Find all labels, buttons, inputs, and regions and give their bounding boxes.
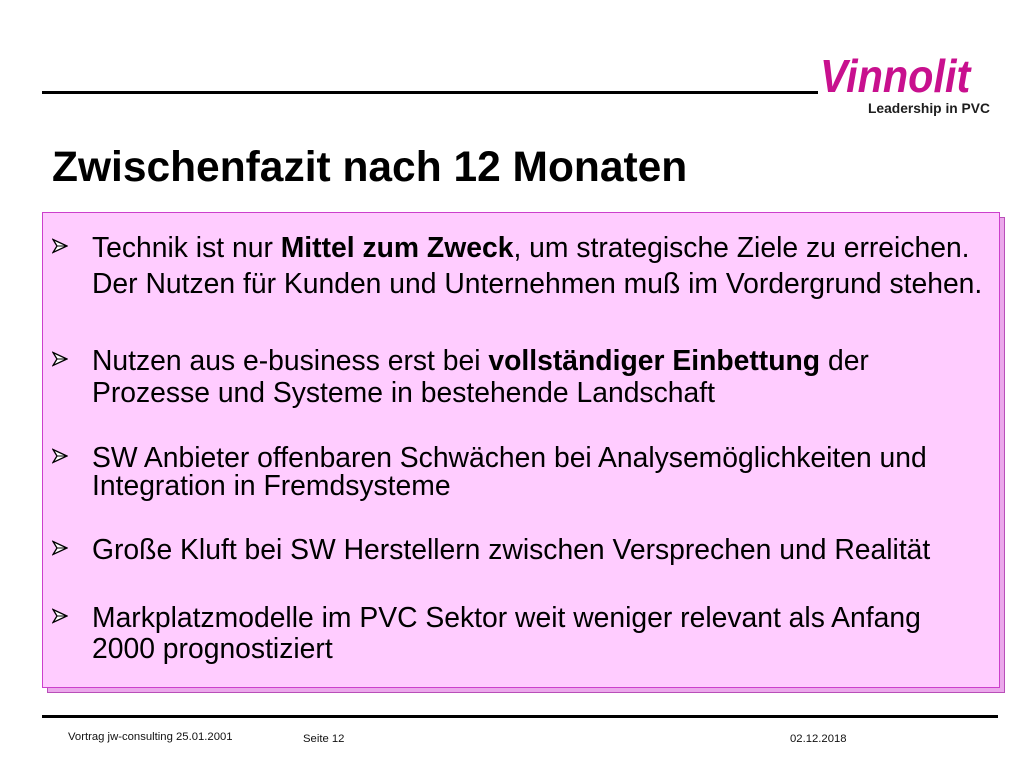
bullet-text-segment: , um strategische Ziele zu erreichen. [513,231,970,263]
arrowhead-bullet-icon [52,608,68,624]
header-divider [42,91,818,94]
bullet-line: SW Anbieter offenbaren Schwächen bei Analysemöglichkeiten und [92,441,927,473]
footer-divider [42,715,998,718]
bullet-line: Der Nutzen für Kunden und Unternehmen muß im Vordergrund stehen. [92,267,983,299]
logo-tagline: Leadership in PVC [868,101,990,116]
arrowhead-bullet-icon [52,448,68,464]
bullet-text [92,344,1002,408]
bullet-item-4 [52,533,1002,565]
bullet-text [92,533,1002,565]
bullet-line [92,344,1002,376]
bullet-text-segment: der [820,344,869,376]
bullet-emphasis: vollständiger Einbettung [488,344,821,376]
bullet-item-1 [52,229,1002,301]
footer-date: 02.12.2018 [790,733,847,745]
bullet-text [92,443,1002,499]
arrowhead-bullet-icon [52,238,68,254]
bullet-line: 2000 prognostiziert [92,632,333,664]
bullet-item-3 [52,443,1002,499]
bullet-line: Große Kluft bei SW Herstellern zwischen Versprechen und Realität [92,533,931,565]
bullet-line: Markplatzmodelle im PVC Sektor weit weniger relevant als Anfang [92,601,921,633]
slide-title: Zwischenfazit nach 12 Monaten [52,144,688,191]
bullet-text-segment: Technik ist nur [92,231,281,263]
bullet-text-segment: Nutzen aus e-business erst bei [92,344,489,376]
arrowhead-bullet-icon [52,540,68,556]
footer-page-number: Seite 12 [303,733,345,745]
bullet-text [92,602,1002,664]
bullet-text [92,229,1002,301]
bullet-item-2 [52,344,1002,408]
bullet-line [92,229,1002,265]
bullet-line: Integration in Fremdsysteme [92,469,451,501]
logo-wordmark: Vinnolit [820,50,971,102]
footer-event: Vortrag jw-consulting 25.01.2001 [68,731,233,743]
bullet-item-5 [52,602,1002,664]
bullet-line: Prozesse und Systeme in bestehende Landschaft [92,376,715,408]
bullet-emphasis: Mittel zum Zweck [280,231,514,263]
arrowhead-bullet-icon [52,351,68,367]
